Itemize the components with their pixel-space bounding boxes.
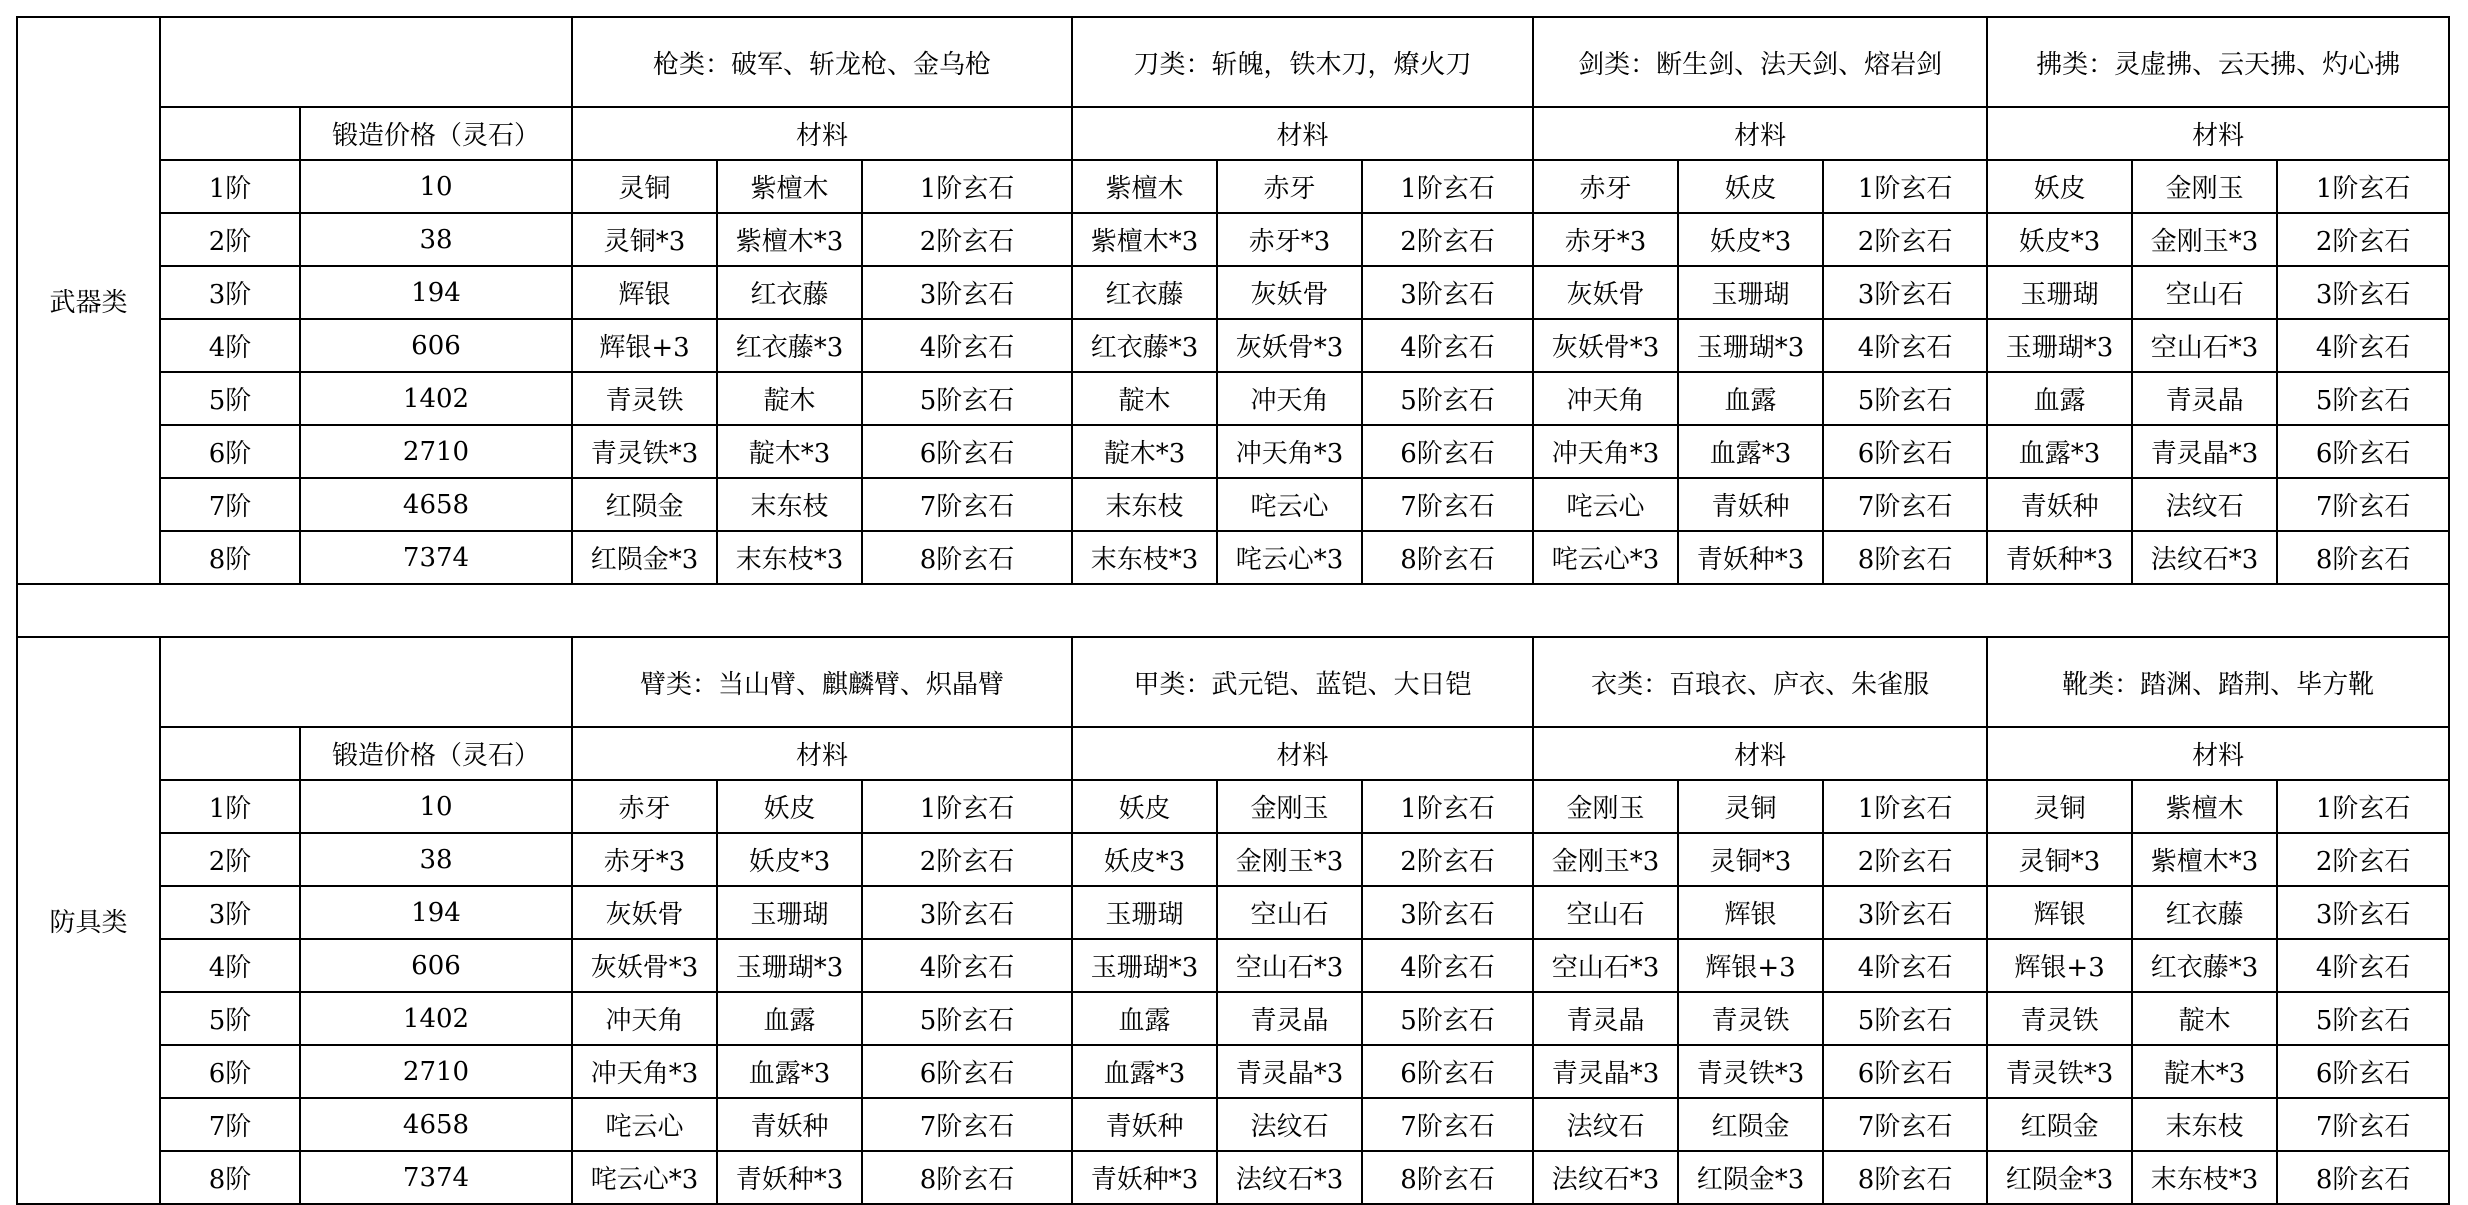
material-cell: 2阶玄石 [1362, 213, 1533, 266]
material-cell: 妖皮 [1072, 780, 1217, 833]
material-cell: 妖皮*3 [1678, 213, 1823, 266]
material-cell: 紫檀木*3 [1072, 213, 1217, 266]
material-cell: 辉银+3 [572, 319, 717, 372]
material-cell: 灵铜 [1987, 780, 2132, 833]
material-cell: 金刚玉 [1533, 780, 1678, 833]
material-cell: 灵铜*3 [1678, 833, 1823, 886]
material-cell: 红衣藤 [2132, 886, 2277, 939]
material-cell: 4阶玄石 [2277, 319, 2449, 372]
material-cell: 2阶玄石 [862, 213, 1072, 266]
material-cell: 灰妖骨*3 [1217, 319, 1362, 372]
material-cell: 靛木 [717, 372, 862, 425]
material-cell: 青灵铁 [1678, 992, 1823, 1045]
material-cell: 灰妖骨 [572, 886, 717, 939]
price-header: 锻造价格（灵石） [300, 107, 572, 160]
material-cell: 血露 [1072, 992, 1217, 1045]
material-cell: 空山石*3 [2132, 319, 2277, 372]
material-cell: 1阶玄石 [1362, 780, 1533, 833]
material-cell: 空山石 [1533, 886, 1678, 939]
material-cell: 妖皮 [1678, 160, 1823, 213]
material-cell: 7阶玄石 [1823, 478, 1987, 531]
material-cell: 紫檀木*3 [717, 213, 862, 266]
material-cell: 1阶玄石 [2277, 160, 2449, 213]
material-cell: 红衣藤 [717, 266, 862, 319]
material-cell: 青灵铁*3 [572, 425, 717, 478]
material-cell: 靛木*3 [1072, 425, 1217, 478]
tier-cell: 1阶 [160, 780, 300, 833]
material-cell: 妖皮 [717, 780, 862, 833]
material-cell: 血露 [1678, 372, 1823, 425]
material-cell: 冲天角*3 [1217, 425, 1362, 478]
material-cell: 青灵晶 [1533, 992, 1678, 1045]
material-cell: 空山石 [2132, 266, 2277, 319]
material-cell: 靛木*3 [717, 425, 862, 478]
group-title: 臂类：当山臂、麒麟臂、炽晶臂 [572, 637, 1072, 727]
material-cell: 妖皮*3 [717, 833, 862, 886]
price-cell: 4658 [300, 1098, 572, 1151]
material-cell: 玉珊瑚*3 [1072, 939, 1217, 992]
tier-row [17, 780, 2449, 833]
price-cell: 606 [300, 939, 572, 992]
material-header: 材料 [1533, 727, 1987, 780]
material-cell: 法纹石 [1217, 1098, 1362, 1151]
material-cell: 青灵晶 [1217, 992, 1362, 1045]
material-cell: 6阶玄石 [862, 425, 1072, 478]
material-cell: 金刚玉*3 [1217, 833, 1362, 886]
material-cell: 玉珊瑚 [1678, 266, 1823, 319]
material-cell: 8阶玄石 [1823, 531, 1987, 584]
price-cell: 7374 [300, 531, 572, 584]
material-cell: 红陨金 [1987, 1098, 2132, 1151]
price-cell: 1402 [300, 992, 572, 1045]
material-cell: 空山石*3 [1217, 939, 1362, 992]
material-cell: 青妖种*3 [1072, 1151, 1217, 1204]
group-title: 衣类：百琅衣、庐衣、朱雀服 [1533, 637, 1987, 727]
material-cell: 1阶玄石 [2277, 780, 2449, 833]
material-cell: 末东枝 [717, 478, 862, 531]
material-cell: 3阶玄石 [1823, 266, 1987, 319]
material-cell: 青妖种 [1987, 478, 2132, 531]
material-cell: 咤云心*3 [1217, 531, 1362, 584]
price-cell: 194 [300, 266, 572, 319]
blank-tier-header [160, 107, 300, 160]
material-cell: 7阶玄石 [1362, 478, 1533, 531]
material-cell: 3阶玄石 [2277, 886, 2449, 939]
material-cell: 4阶玄石 [1362, 939, 1533, 992]
material-cell: 末东枝*3 [1072, 531, 1217, 584]
material-cell: 血露*3 [1072, 1045, 1217, 1098]
material-cell: 7阶玄石 [862, 478, 1072, 531]
material-cell: 灰妖骨 [1533, 266, 1678, 319]
material-cell: 8阶玄石 [862, 531, 1072, 584]
tier-row [17, 160, 2449, 213]
material-cell: 青妖种 [1072, 1098, 1217, 1151]
material-cell: 灵铜*3 [572, 213, 717, 266]
material-cell: 6阶玄石 [1823, 1045, 1987, 1098]
material-cell: 5阶玄石 [1823, 992, 1987, 1045]
material-cell: 4阶玄石 [1362, 319, 1533, 372]
material-header-row [17, 107, 2449, 160]
material-cell: 2阶玄石 [862, 833, 1072, 886]
material-cell: 玉珊瑚 [717, 886, 862, 939]
tier-row [17, 425, 2449, 478]
tier-cell: 5阶 [160, 372, 300, 425]
material-cell: 6阶玄石 [1823, 425, 1987, 478]
material-cell: 6阶玄石 [1362, 425, 1533, 478]
material-cell: 玉珊瑚*3 [1678, 319, 1823, 372]
material-cell: 2阶玄石 [1823, 213, 1987, 266]
material-cell: 辉银 [1987, 886, 2132, 939]
group-header-row [17, 637, 2449, 727]
material-cell: 冲天角 [1217, 372, 1362, 425]
material-cell: 2阶玄石 [1823, 833, 1987, 886]
material-cell: 玉珊瑚*3 [717, 939, 862, 992]
material-cell: 青妖种*3 [1678, 531, 1823, 584]
material-cell: 咤云心*3 [1533, 531, 1678, 584]
material-cell: 冲天角*3 [1533, 425, 1678, 478]
material-cell: 6阶玄石 [2277, 425, 2449, 478]
material-cell: 1阶玄石 [1823, 780, 1987, 833]
tier-row [17, 833, 2449, 886]
group-title: 刀类：斩魄，铁木刀，燎火刀 [1072, 17, 1533, 107]
material-cell: 6阶玄石 [2277, 1045, 2449, 1098]
tier-cell: 7阶 [160, 1098, 300, 1151]
blank-header-cell [160, 637, 572, 727]
material-cell: 血露*3 [717, 1045, 862, 1098]
material-cell: 红陨金*3 [1987, 1151, 2132, 1204]
material-cell: 咤云心 [572, 1098, 717, 1151]
material-cell: 7阶玄石 [2277, 478, 2449, 531]
material-cell: 辉银+3 [1678, 939, 1823, 992]
material-cell: 青妖种*3 [1987, 531, 2132, 584]
material-cell: 2阶玄石 [2277, 833, 2449, 886]
material-cell: 空山石 [1217, 886, 1362, 939]
material-cell: 5阶玄石 [1362, 372, 1533, 425]
section-spacer-row [17, 584, 2449, 637]
material-cell: 8阶玄石 [1362, 531, 1533, 584]
material-cell: 红衣藤*3 [717, 319, 862, 372]
material-cell: 青妖种 [717, 1098, 862, 1151]
material-cell: 7阶玄石 [2277, 1098, 2449, 1151]
material-cell: 青灵铁 [572, 372, 717, 425]
material-cell: 末东枝 [1072, 478, 1217, 531]
material-cell: 3阶玄石 [862, 266, 1072, 319]
material-cell: 冲天角 [572, 992, 717, 1045]
material-cell: 5阶玄石 [1823, 372, 1987, 425]
category-label: 武器类 [17, 17, 160, 584]
price-cell: 194 [300, 886, 572, 939]
tier-cell: 6阶 [160, 425, 300, 478]
material-cell: 法纹石*3 [1217, 1151, 1362, 1204]
material-cell: 5阶玄石 [1362, 992, 1533, 1045]
material-cell: 1阶玄石 [862, 780, 1072, 833]
material-cell: 6阶玄石 [862, 1045, 1072, 1098]
material-cell: 青妖种*3 [717, 1151, 862, 1204]
material-cell: 6阶玄石 [1362, 1045, 1533, 1098]
material-cell: 灵铜*3 [1987, 833, 2132, 886]
section-spacer [17, 584, 2449, 637]
material-cell: 青灵晶*3 [1217, 1045, 1362, 1098]
material-cell: 灵铜 [1678, 780, 1823, 833]
tier-cell: 4阶 [160, 939, 300, 992]
group-title: 枪类：破军、斩龙枪、金乌枪 [572, 17, 1072, 107]
tier-row [17, 266, 2449, 319]
tier-cell: 6阶 [160, 1045, 300, 1098]
tier-cell: 7阶 [160, 478, 300, 531]
material-cell: 赤牙*3 [1533, 213, 1678, 266]
material-cell: 4阶玄石 [1823, 939, 1987, 992]
material-cell: 末东枝 [2132, 1098, 2277, 1151]
material-cell: 灰妖骨*3 [1533, 319, 1678, 372]
tier-row [17, 319, 2449, 372]
material-cell: 空山石*3 [1533, 939, 1678, 992]
tier-row [17, 1151, 2449, 1204]
price-header: 锻造价格（灵石） [300, 727, 572, 780]
material-header: 材料 [572, 107, 1072, 160]
material-cell: 赤牙 [1217, 160, 1362, 213]
price-cell: 7374 [300, 1151, 572, 1204]
material-cell: 5阶玄石 [862, 992, 1072, 1045]
tier-cell: 3阶 [160, 266, 300, 319]
material-cell: 青灵铁 [1987, 992, 2132, 1045]
material-cell: 金刚玉*3 [2132, 213, 2277, 266]
material-cell: 紫檀木 [717, 160, 862, 213]
tier-cell: 3阶 [160, 886, 300, 939]
tier-row [17, 531, 2449, 584]
price-cell: 10 [300, 780, 572, 833]
material-cell: 血露*3 [1987, 425, 2132, 478]
tier-cell: 2阶 [160, 833, 300, 886]
group-title: 剑类：断生剑、法天剑、熔岩剑 [1533, 17, 1987, 107]
material-cell: 赤牙 [572, 780, 717, 833]
material-header: 材料 [1987, 107, 2449, 160]
material-cell: 5阶玄石 [2277, 992, 2449, 1045]
blank-header-cell [160, 17, 572, 107]
material-cell: 红陨金 [572, 478, 717, 531]
material-cell: 紫檀木 [2132, 780, 2277, 833]
material-cell: 金刚玉 [2132, 160, 2277, 213]
material-cell: 末东枝*3 [2132, 1151, 2277, 1204]
material-cell: 法纹石*3 [2132, 531, 2277, 584]
blank-tier-header [160, 727, 300, 780]
material-cell: 红陨金 [1678, 1098, 1823, 1151]
material-cell: 灵铜 [572, 160, 717, 213]
material-cell: 3阶玄石 [2277, 266, 2449, 319]
tier-row [17, 886, 2449, 939]
material-cell: 青灵铁*3 [1678, 1045, 1823, 1098]
material-cell: 赤牙*3 [1217, 213, 1362, 266]
price-cell: 2710 [300, 425, 572, 478]
material-cell: 靛木 [1072, 372, 1217, 425]
material-cell: 赤牙*3 [572, 833, 717, 886]
material-cell: 冲天角 [1533, 372, 1678, 425]
price-cell: 38 [300, 213, 572, 266]
material-header-row [17, 727, 2449, 780]
material-cell: 4阶玄石 [862, 319, 1072, 372]
material-cell: 2阶玄石 [2277, 213, 2449, 266]
price-cell: 4658 [300, 478, 572, 531]
material-header: 材料 [1072, 107, 1533, 160]
material-cell: 咤云心*3 [572, 1151, 717, 1204]
material-cell: 青灵晶*3 [1533, 1045, 1678, 1098]
material-cell: 冲天角*3 [572, 1045, 717, 1098]
material-cell: 法纹石 [1533, 1098, 1678, 1151]
material-cell: 辉银 [1678, 886, 1823, 939]
material-cell: 妖皮*3 [1987, 213, 2132, 266]
material-cell: 3阶玄石 [1362, 886, 1533, 939]
tier-row [17, 939, 2449, 992]
material-cell: 紫檀木*3 [2132, 833, 2277, 886]
material-cell: 灰妖骨*3 [572, 939, 717, 992]
material-header: 材料 [1072, 727, 1533, 780]
material-cell: 辉银+3 [1987, 939, 2132, 992]
material-cell: 血露*3 [1678, 425, 1823, 478]
material-cell: 灰妖骨 [1217, 266, 1362, 319]
tier-cell: 1阶 [160, 160, 300, 213]
group-title: 拂类：灵虚拂、云天拂、灼心拂 [1987, 17, 2449, 107]
material-cell: 3阶玄石 [1823, 886, 1987, 939]
material-cell: 青妖种 [1678, 478, 1823, 531]
material-cell: 靛木*3 [2132, 1045, 2277, 1098]
tier-row [17, 1045, 2449, 1098]
tier-cell: 5阶 [160, 992, 300, 1045]
material-header: 材料 [572, 727, 1072, 780]
material-cell: 青灵晶*3 [2132, 425, 2277, 478]
material-cell: 青灵铁*3 [1987, 1045, 2132, 1098]
material-cell: 血露 [717, 992, 862, 1045]
material-cell: 7阶玄石 [862, 1098, 1072, 1151]
material-cell: 紫檀木 [1072, 160, 1217, 213]
material-cell: 玉珊瑚 [1987, 266, 2132, 319]
tier-row [17, 372, 2449, 425]
material-cell: 1阶玄石 [1823, 160, 1987, 213]
material-cell: 红衣藤*3 [1072, 319, 1217, 372]
material-cell: 辉银 [572, 266, 717, 319]
material-cell: 玉珊瑚*3 [1987, 319, 2132, 372]
price-cell: 10 [300, 160, 572, 213]
tier-cell: 8阶 [160, 531, 300, 584]
forging-table [16, 16, 2450, 1205]
material-cell: 红陨金*3 [1678, 1151, 1823, 1204]
price-cell: 606 [300, 319, 572, 372]
tier-cell: 4阶 [160, 319, 300, 372]
tier-row [17, 478, 2449, 531]
material-cell: 1阶玄石 [1362, 160, 1533, 213]
material-cell: 红衣藤 [1072, 266, 1217, 319]
material-cell: 8阶玄石 [862, 1151, 1072, 1204]
material-cell: 咤云心 [1217, 478, 1362, 531]
price-cell: 38 [300, 833, 572, 886]
material-cell: 8阶玄石 [2277, 1151, 2449, 1204]
price-cell: 2710 [300, 1045, 572, 1098]
tier-row [17, 213, 2449, 266]
material-cell: 赤牙 [1533, 160, 1678, 213]
group-title: 靴类：踏渊、踏荆、毕方靴 [1987, 637, 2449, 727]
price-cell: 1402 [300, 372, 572, 425]
material-cell: 5阶玄石 [862, 372, 1072, 425]
tier-cell: 8阶 [160, 1151, 300, 1204]
group-title: 甲类：武元铠、蓝铠、大日铠 [1072, 637, 1533, 727]
tier-row [17, 1098, 2449, 1151]
material-cell: 3阶玄石 [1362, 266, 1533, 319]
material-cell: 妖皮 [1987, 160, 2132, 213]
material-cell: 妖皮*3 [1072, 833, 1217, 886]
material-header: 材料 [1533, 107, 1987, 160]
material-cell: 8阶玄石 [2277, 531, 2449, 584]
material-cell: 7阶玄石 [1823, 1098, 1987, 1151]
material-cell: 4阶玄石 [2277, 939, 2449, 992]
material-cell: 咤云心 [1533, 478, 1678, 531]
material-cell: 5阶玄石 [2277, 372, 2449, 425]
material-cell: 红衣藤*3 [2132, 939, 2277, 992]
category-label: 防具类 [17, 637, 160, 1204]
material-cell: 红陨金*3 [572, 531, 717, 584]
material-cell: 4阶玄石 [1823, 319, 1987, 372]
material-cell: 金刚玉*3 [1533, 833, 1678, 886]
material-cell: 法纹石 [2132, 478, 2277, 531]
material-cell: 4阶玄石 [862, 939, 1072, 992]
material-cell: 8阶玄石 [1823, 1151, 1987, 1204]
material-cell: 末东枝*3 [717, 531, 862, 584]
material-cell: 金刚玉 [1217, 780, 1362, 833]
material-cell: 靛木 [2132, 992, 2277, 1045]
material-cell: 2阶玄石 [1362, 833, 1533, 886]
tier-row [17, 992, 2449, 1045]
material-cell: 玉珊瑚 [1072, 886, 1217, 939]
material-cell: 法纹石*3 [1533, 1151, 1678, 1204]
material-cell: 8阶玄石 [1362, 1151, 1533, 1204]
tier-cell: 2阶 [160, 213, 300, 266]
material-cell: 7阶玄石 [1362, 1098, 1533, 1151]
group-header-row [17, 17, 2449, 107]
material-header: 材料 [1987, 727, 2449, 780]
material-cell: 青灵晶 [2132, 372, 2277, 425]
forging-sheet [16, 16, 2450, 1205]
material-cell: 血露 [1987, 372, 2132, 425]
material-cell: 3阶玄石 [862, 886, 1072, 939]
material-cell: 1阶玄石 [862, 160, 1072, 213]
